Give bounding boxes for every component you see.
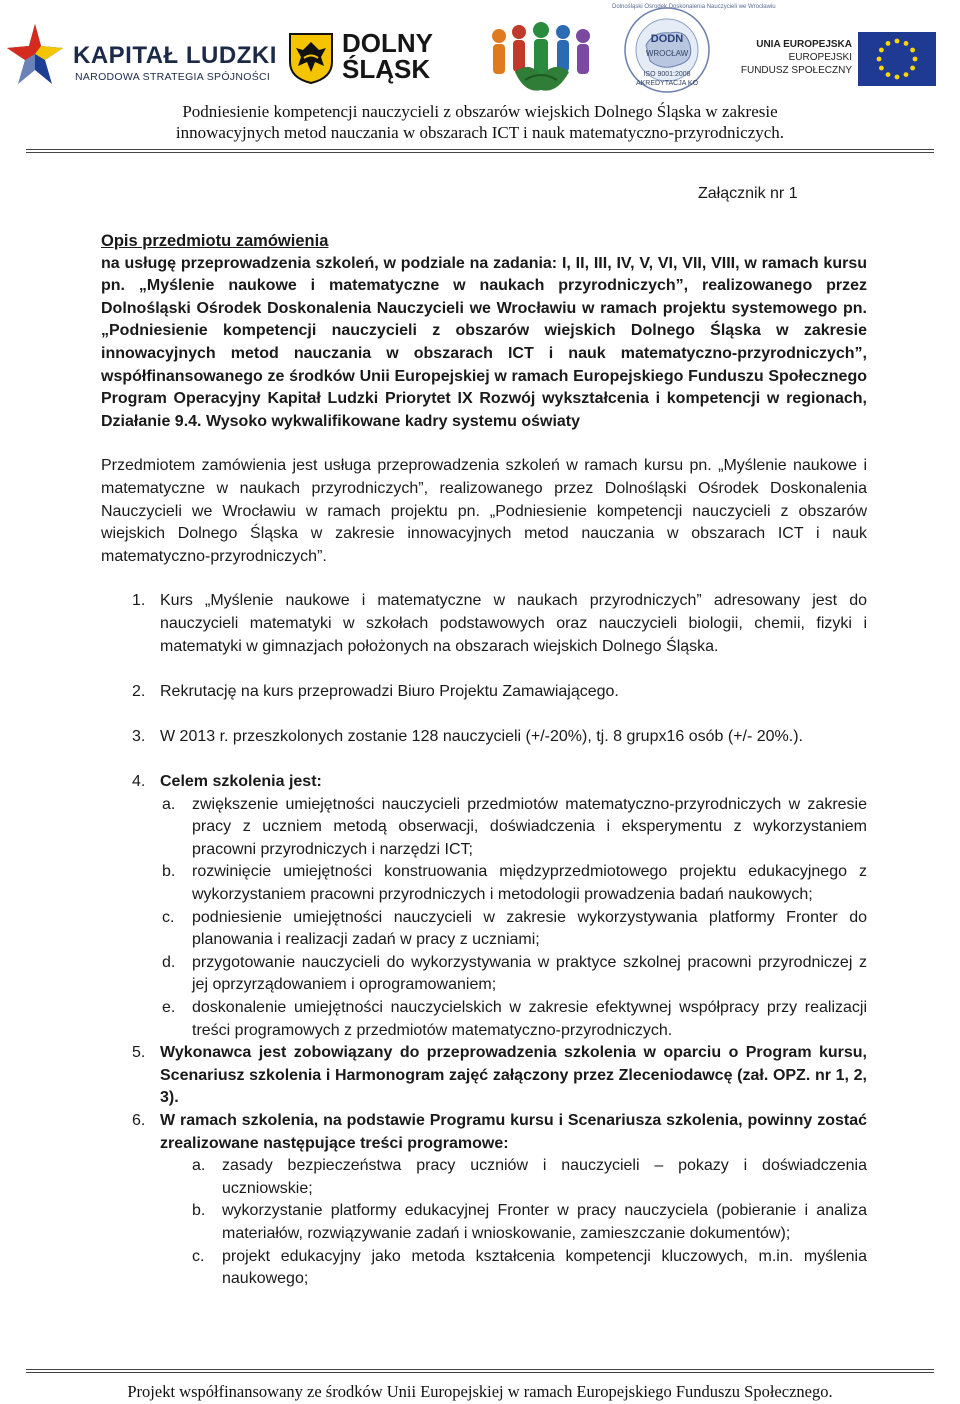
sub-item-4d [101,952,867,997]
sub-item-4c [101,907,867,952]
kapital-ludzki-logo [5,18,277,93]
opis-title: Opis przedmiotu zamówienia [101,232,329,250]
list-item-6 [101,1110,867,1155]
document-body [101,230,867,1291]
list-item-4 [101,771,867,794]
list-item-1 [101,590,867,658]
dodn-logo [612,4,776,95]
list-number: 5. [132,1044,146,1062]
sub-item-text: doskonalenie umiejętności nauczycielskich w zakresie efektywnej współpracy przy realizacji treści programowych z przedmiotów matematyczno-przyrodniczych. [192,999,867,1039]
sub-letter: a. [192,1157,206,1175]
list-item-5 [101,1042,867,1110]
project-title-line1: Podniesienie kompetencji nauczycieli z obszarów wiejskich Dolnego Śląska w zakresie [182,102,778,121]
intro-paragraph: Przedmiotem zamówienia jest usługa przeprowadzenia szkoleń w ramach kursu pn. „Myślenie naukowe i matematyczne w naukach przyrodniczych”, realizowanego przez Dolnośląski Ośrodek Doskonalenia Nauczycieli we Wrocławiu w ramach projektu pn. „Podniesienie kompetencji nauczycieli z obszarów wiejskich Dolnego Śląska w zakresie innowacyjnych metod nauczania w obszarach ICT i nauk matematyczno-przyrodniczych”. [101,457,867,565]
people-icon [485,20,600,95]
sub-letter: a. [162,795,176,813]
eu-text [738,38,852,77]
list-number: 6. [132,1111,146,1129]
dolny-slask-logo [288,28,453,88]
footer-divider [26,1369,934,1370]
sub-item-text: wykorzystanie platformy edukacyjnej Fronter w pracy nauczyciela (pobieranie i analiza materiałów, rozwiązywanie zadań i wnioskowanie, zamieszczanie dokumentów); [222,1202,867,1242]
sub-item-text: zwiększenie umiejętności nauczycieli przedmiotów matematyczno-przyrodniczych w zakresie pracy z uczniem metodą obserwacji, doświadczenia i eksperymentu z wykorzystaniem pracowni przyrodniczych i narzędzi ICT; [192,795,867,858]
dodn-akred: AKREDYTACJA KO [635,80,699,87]
sub-item-text: zasady bezpieczeństwa pracy uczniów i nauczycieli – pokazy i doświadczenia uczniowskie; [222,1157,867,1197]
sub-letter: b. [192,1202,206,1220]
footer-text: Projekt współfinansowany ze środków Unii Europejskiej w ramach Europejskiego Funduszu Społecznego. [127,1382,833,1401]
list-item-3 [101,726,867,749]
list-item-2 [101,681,867,704]
list-number: 1. [132,592,146,610]
sub-item-4b [101,861,867,906]
list-number: 3. [132,727,146,745]
kapital-ludzki-name: KAPITAŁ LUDZKI [73,42,277,69]
sub-item-text: przygotowanie nauczycieli do wykorzystywania w praktyce szkolnej pracowni przyrodniczej z jej oprzyrządowaniem i oprogramowaniem; [192,953,867,994]
opis-bold-text: na usługę przeprowadzenia szkoleń, w podziale na zadania: I, II, III, IV, V, VI, VII, VIII, w ramach kursu pn. „Myślenie naukowe i matematyczne w naukach przyrodniczych”, realizowanego przez Dolnośląski Ośrodek Doskonalenia Nauczycieli we Wrocławiu w ramach projektu systemowego pn. „Podniesienie kompetencji nauczycieli z obszarów wiejskich Dolnego Śląska w zakresie innowacyjnych metod nauczania w obszarach ICT i nauk matematyczno-przyrodniczych”, współfinansowanego ze środków Unii Europejskiej w ramach Europejskiego Funduszu Społecznego Program Operacyjny Kapitał Ludzki Priorytet IX Rozwój wykształcenia i kompetencji w regionach, Działanie 9.4. Wysoko wykwalifikowane kadry systemu oświaty [101,254,867,430]
eu-flag-icon [858,32,936,86]
sub-letter: b. [162,863,176,881]
sub-letter: e. [162,999,176,1016]
project-title [0,101,960,143]
footer-divider-2 [26,1372,934,1373]
sub-item-4e [101,997,867,1042]
list-item-text: W ramach szkolenia, na podstawie Programu kursu i Scenariusza szkolenia, powinny zostać zrealizowane następujące treści programowe: [160,1111,867,1152]
project-title-line2: innowacyjnych metod nauczania w obszarach ICT i nauk matematyczno-przyrodniczych. [175,123,785,142]
sub-item-text: podniesienie umiejętności nauczycieli w zakresie wykorzystywania platformy Fronter do planowania i realizacji zadań w pracy z uczniami; [192,908,867,949]
list-number: 4. [132,773,146,791]
sub-item-4a [101,794,867,862]
eu-line2: EUROPEJSKI [788,52,852,63]
sub-item-text: projekt edukacyjny jako metoda kształcenia kompetencji kluczowych, m.in. myślenia naukowego; [222,1247,867,1288]
eu-logo [738,30,938,92]
list-number: 2. [132,682,146,700]
dolny-slask-line2: ŚLĄSK [342,54,431,84]
sub-letter: c. [192,1247,205,1265]
dolny-slask-name [342,30,433,82]
header-logos [0,0,960,98]
kapital-ludzki-subtitle: NARODOWA STRATEGIA SPÓJNOŚCI [75,71,271,83]
sub-item-6a [101,1155,867,1200]
numbered-list [101,590,867,1290]
list-item-heading: Celem szkolenia jest: [160,773,322,791]
attachment-label: Załącznik nr 1 [698,185,798,202]
dolny-slask-line1: DOLNY [342,28,433,58]
dodn-cert: ISO 9001:2008 [643,71,691,78]
sub-letter: d. [162,953,176,971]
star-icon [5,18,65,93]
sub-item-6b [101,1200,867,1245]
eagle-shield-icon [288,32,334,84]
dodn-city: WROCŁAW [645,49,689,58]
eu-line3: FUNDUSZ SPOŁECZNY [740,65,852,76]
header-divider-2 [26,152,934,153]
list-item-text: Rekrutację na kurs przeprowadzi Biuro Projektu Zamawiającego. [160,682,619,700]
list-item-text: Kurs „Myślenie naukowe i matematyczne w naukach przyrodniczych” adresowany jest do nauczycieli matematyki w szkołach podstawowych oraz nauczycieli biologii, chemii, fizyki i matematyki w gimnazjach położonych na obszarach wiejskich Dolnego Śląska. [160,592,867,655]
list-item-text: Wykonawca jest zobowiązany do przeprowadzenia szkolenia w oparciu o Program kursu, Scenariusz szkolenia i Harmonogram zajęć załączony przez Zleceniodawcę (zał. OPZ. nr 1, 2, 3). [160,1044,867,1107]
list-item-text: W 2013 r. przeszkolonych zostanie 128 nauczycieli (+/-20%), tj. 8 grupx16 osób (+/- 20%.). [160,727,803,745]
sub-letter: c. [162,908,175,926]
sub-item-6c [101,1246,867,1291]
people-logo [485,20,600,95]
dodn-abbr: DODN [650,33,684,45]
eu-line1: UNIA EUROPEJSKA [756,39,852,50]
header-divider [26,149,934,150]
sub-item-text: rozwinięcie umiejętności konstruowania międzyprzedmiotowego projektu edukacyjnego z wykorzystaniem pracowni przyrodniczych i metodologii prowadzenia badań naukowych; [192,863,867,904]
dodn-arc-text: Dolnośląski Ośrodek Doskonalenia Nauczycieli we Wrocławiu [612,4,776,10]
